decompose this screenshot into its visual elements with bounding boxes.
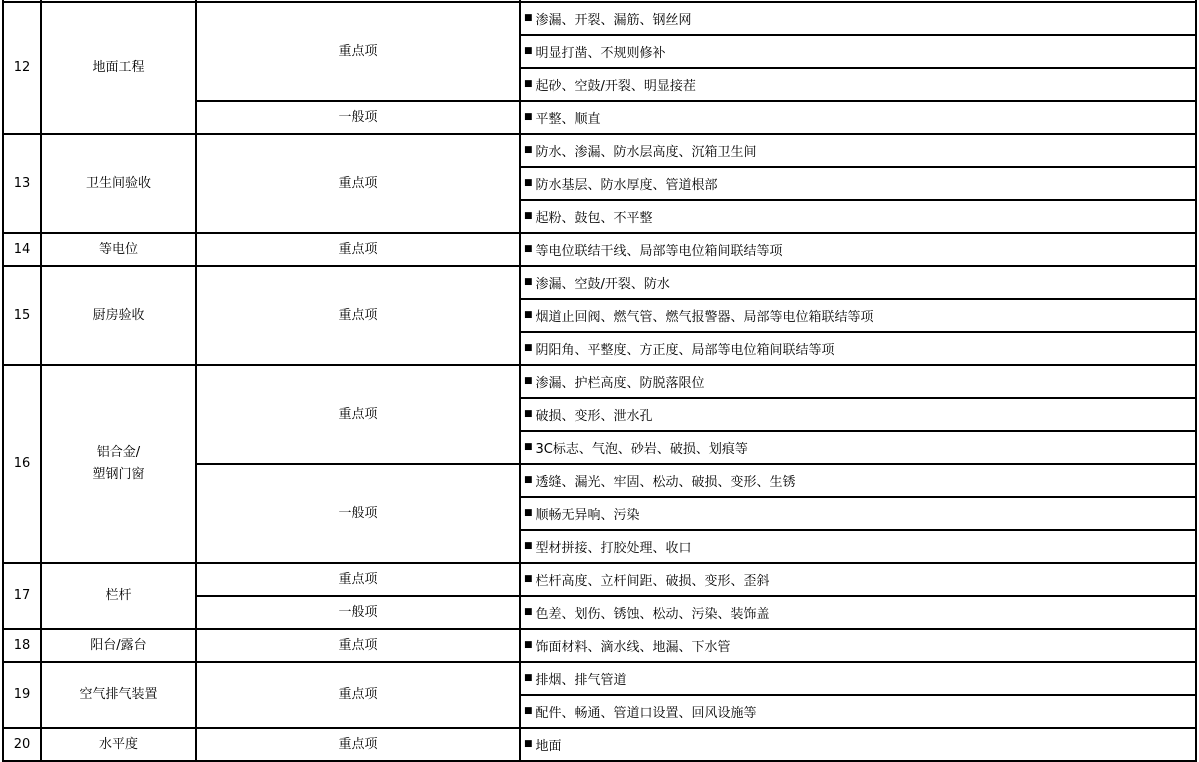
bullet-icon: ■ xyxy=(524,474,533,485)
check-type: 重点项 xyxy=(338,175,378,191)
check-type: 重点项 xyxy=(338,687,378,702)
bullet-icon: ■ xyxy=(524,507,533,518)
check-item xyxy=(521,36,1195,67)
check-item xyxy=(521,531,1195,562)
bullet-icon: ■ xyxy=(524,12,533,23)
check-item-text: 地面 xyxy=(535,739,562,754)
check-type: 一般项 xyxy=(338,505,378,521)
bullet-icon: ■ xyxy=(524,144,533,155)
check-item-text: 明显打凿、不规则修补 xyxy=(535,46,666,61)
check-type: 重点项 xyxy=(338,241,378,257)
grid-line-horizontal xyxy=(196,463,1197,465)
check-item-text: 起砂、空鼓/开裂、明显接茬 xyxy=(535,79,696,94)
check-item-text: 型材拼接、打胶处理、收口 xyxy=(535,541,692,556)
bullet-icon: ■ xyxy=(524,342,533,353)
bullet-icon: ■ xyxy=(524,441,533,452)
grid-line-horizontal xyxy=(520,397,1197,399)
check-type: 一般项 xyxy=(338,109,378,125)
bullet-icon: ■ xyxy=(524,606,533,617)
check-item xyxy=(521,630,1195,661)
check-item xyxy=(521,201,1195,232)
check-item-text: 渗漏、护栏高度、防脱落限位 xyxy=(535,376,705,391)
item-number: 19 xyxy=(13,687,31,702)
bullet-icon: ■ xyxy=(524,243,533,254)
check-item xyxy=(521,432,1195,463)
bullet-icon: ■ xyxy=(524,639,533,650)
check-item xyxy=(521,333,1195,364)
grid-line-vertical xyxy=(2,0,4,762)
grid-line-vertical xyxy=(40,0,42,762)
bullet-icon: ■ xyxy=(524,309,533,320)
check-type: 重点项 xyxy=(338,406,378,422)
check-item-text: 防水基层、防水厚度、管道根部 xyxy=(535,178,718,193)
item-number: 17 xyxy=(13,588,31,603)
bullet-icon: ■ xyxy=(524,540,533,551)
check-item-text: 起粉、鼓包、不平整 xyxy=(535,211,653,226)
bullet-icon: ■ xyxy=(524,276,533,287)
check-type: 重点项 xyxy=(338,571,378,587)
grid-line-horizontal xyxy=(3,133,1197,135)
item-number: 15 xyxy=(13,307,31,323)
check-item xyxy=(521,399,1195,430)
bullet-icon: ■ xyxy=(524,78,533,89)
grid-line-vertical xyxy=(1195,0,1197,762)
item-number: 16 xyxy=(13,456,31,471)
grid-line-horizontal xyxy=(520,331,1197,333)
check-type: 重点项 xyxy=(338,307,378,323)
bullet-icon: ■ xyxy=(524,573,533,584)
bullet-icon: ■ xyxy=(524,705,533,716)
item-name: 栏杆 xyxy=(105,588,132,603)
item-name: 等电位 xyxy=(98,241,138,257)
check-item xyxy=(521,366,1195,397)
check-item xyxy=(521,102,1195,133)
check-item-text: 栏杆高度、立杆间距、破损、变形、歪斜 xyxy=(535,574,770,589)
check-item-text: 排烟、排气管道 xyxy=(535,673,627,688)
item-name: 地面工程 xyxy=(92,60,145,75)
grid-line-horizontal xyxy=(520,298,1197,300)
grid-line-horizontal xyxy=(3,232,1197,234)
check-item-text: 配件、畅通、管道口设置、回风设施等 xyxy=(535,706,757,721)
item-number: 13 xyxy=(13,175,31,191)
check-item-text: 渗漏、开裂、漏筋、钢丝网 xyxy=(535,13,692,28)
item-name: 水平度 xyxy=(98,736,138,752)
grid-line-horizontal xyxy=(520,199,1197,201)
item-number: 12 xyxy=(13,60,31,75)
check-item xyxy=(521,69,1195,100)
check-item xyxy=(521,234,1195,265)
grid-line-horizontal xyxy=(3,727,1197,729)
grid-line-horizontal xyxy=(3,364,1197,366)
bullet-icon: ■ xyxy=(524,111,533,122)
grid-line-horizontal xyxy=(520,694,1197,696)
grid-line-vertical xyxy=(195,0,197,762)
grid-line-horizontal xyxy=(3,562,1197,564)
check-item-text: 破损、变形、泄水孔 xyxy=(535,409,653,424)
grid-line-horizontal xyxy=(520,430,1197,432)
check-item-text: 色差、划伤、锈蚀、松动、污染、装饰盖 xyxy=(535,607,770,622)
bullet-icon: ■ xyxy=(524,672,533,683)
check-item xyxy=(521,465,1195,496)
check-type: 重点项 xyxy=(338,43,378,59)
bullet-icon: ■ xyxy=(524,177,533,188)
grid-line-horizontal xyxy=(520,496,1197,498)
check-item-text: 平整、顺直 xyxy=(535,112,601,127)
grid-line-horizontal xyxy=(196,595,1197,597)
check-item xyxy=(521,300,1195,331)
grid-line-horizontal xyxy=(196,100,1197,102)
check-type: 重点项 xyxy=(338,736,378,752)
item-number: 18 xyxy=(13,637,31,653)
check-type: 一般项 xyxy=(338,604,378,620)
grid-line-vertical xyxy=(519,0,521,762)
bullet-icon: ■ xyxy=(524,45,533,56)
item-name: 阳台/露台 xyxy=(90,637,147,653)
grid-line-horizontal xyxy=(3,1,1197,3)
grid-line-horizontal xyxy=(3,628,1197,630)
bullet-icon: ■ xyxy=(524,375,533,386)
grid-line-horizontal xyxy=(520,529,1197,531)
check-item-text: 烟道止回阀、燃气管、燃气报警器、局部等电位箱联结等项 xyxy=(535,310,874,325)
check-item xyxy=(521,696,1195,727)
grid-line-horizontal xyxy=(520,166,1197,168)
check-item-text: 饰面材料、滴水线、地漏、下水管 xyxy=(535,640,731,655)
check-item-text: 渗漏、空鼓/开裂、防水 xyxy=(535,277,670,292)
check-item-text: 3C标志、气泡、砂岩、破损、划痕等 xyxy=(535,442,748,457)
check-item-text: 防水、渗漏、防水层高度、沉箱卫生间 xyxy=(535,145,757,160)
check-type: 重点项 xyxy=(338,637,378,653)
item-name: 铝合金/ 塑钢门窗 xyxy=(92,445,145,482)
item-name: 空气排气装置 xyxy=(79,687,158,702)
check-item xyxy=(521,663,1195,694)
grid-line-horizontal xyxy=(3,265,1197,267)
grid-line-horizontal xyxy=(3,661,1197,663)
bullet-icon: ■ xyxy=(524,738,533,749)
check-item xyxy=(521,597,1195,628)
check-item-text: 顺畅无异响、污染 xyxy=(535,508,640,523)
check-item-text: 透缝、漏光、牢固、松动、破损、变形、生锈 xyxy=(535,475,796,490)
item-number: 14 xyxy=(13,241,31,257)
check-item xyxy=(521,168,1195,199)
check-item xyxy=(521,729,1195,760)
item-name: 卫生间验收 xyxy=(85,175,151,191)
bullet-icon: ■ xyxy=(524,210,533,221)
item-name: 厨房验收 xyxy=(92,307,145,323)
grid-line-horizontal xyxy=(520,34,1197,36)
item-number: 20 xyxy=(13,736,31,752)
check-item xyxy=(521,498,1195,529)
check-item xyxy=(521,564,1195,595)
check-item-text: 等电位联结干线、局部等电位箱间联结等项 xyxy=(535,244,783,259)
grid-line-horizontal xyxy=(520,67,1197,69)
check-item xyxy=(521,267,1195,298)
bullet-icon: ■ xyxy=(524,408,533,419)
check-item xyxy=(521,3,1195,34)
check-item-text: 阴阳角、平整度、方正度、局部等电位箱间联结等项 xyxy=(535,343,835,358)
check-item xyxy=(521,135,1195,166)
